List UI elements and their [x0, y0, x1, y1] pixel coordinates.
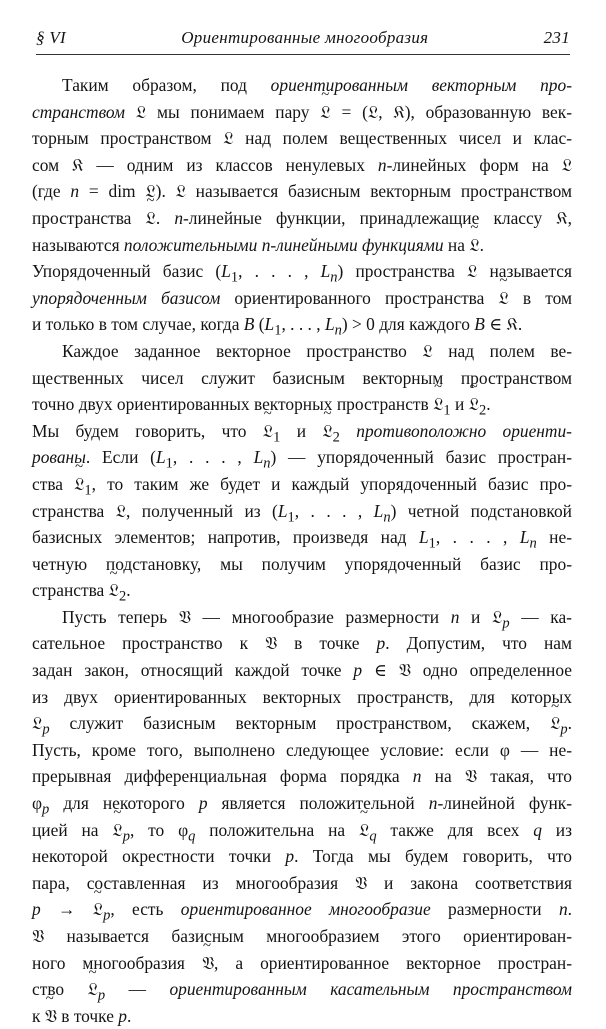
text-line: базисных элементов; напротив, произведя над $L_1$, . . . , $L_n$ не- [32, 527, 572, 552]
text-line: щественных чисел служит базисным векторным пространством [32, 367, 572, 388]
text-line: ства ~ 𝔏$_1$, то таким же будет и каждый упорядоченный базис про- [32, 471, 572, 498]
text-line: Упорядоченный базис ($L_1$, . . . , $L_n$) пространства 𝔏 называется [32, 261, 573, 286]
text-line: называются положительными n-линейными функциями на ~ 𝔏. [32, 232, 572, 259]
text-line: пространства ~ 𝔏. n-линейные функции, принадлежащие классу 𝔎, [32, 205, 572, 232]
body-text [32, 72, 572, 1029]
section-number: § VI [36, 28, 66, 47]
text-line: упорядоченным базисом ориентированного пространства ~ 𝔏 в том [32, 285, 572, 312]
text-line: из двух ориентированных векторных пространств, для которых [32, 686, 572, 707]
text-line: задан закон, относящий каждой точке p ∈ 𝔙 одно определенное [32, 660, 572, 681]
text-line: Каждое заданное векторное пространство 𝔏 над полем ве- [62, 340, 572, 361]
text-line: 𝔏$_p$ служит базисным векторным пространством, скажем, ~ 𝔏$_p$. [32, 710, 572, 737]
text-line: странства 𝔏, полученный из ($L_1$, . . . , $L_n$) четной подстановкой [32, 500, 572, 525]
text-line: сательное пространство к 𝔙 в точке p. Допустим, что нам [32, 633, 572, 654]
text-line: Пусть теперь 𝔙 — многообразие размерности n и 𝔏$_p$ — ка- [62, 606, 572, 632]
page-number: 231 [543, 28, 570, 47]
running-title: Ориентированные многообразия [181, 28, 429, 47]
running-header [36, 28, 570, 48]
text-line: точно двух ориентированных векторных пространств ~ 𝔏$_1$ и ~ 𝔏$_2$. [32, 391, 572, 418]
text-line: цией на ~ 𝔏$_p$, то $\varphi_q$ положительна на ~ 𝔏$_q$ также для всех q из [32, 817, 572, 844]
text-line: p → ~ 𝔏$_p$, есть ориентированное многообразие размерности n. [32, 896, 572, 923]
text-line: некоторой окрестности точки p. Тогда мы будем говорить, что [32, 846, 572, 867]
text-line: пара, составленная из многообразия 𝔙 и закона соответствия [32, 872, 572, 893]
text-line: и только в том случае, когда B ($L_1$, . . . , $L_n) > 0$ для каждого B ∈ 𝔎. [32, 314, 523, 339]
text-line: прерывная дифференциальная форма порядка n на 𝔙 такая, что [32, 766, 572, 787]
text-line: ного многообразия ~ 𝔙, а ориентированное векторное простран- [32, 950, 572, 977]
text-line: к ~ 𝔙 в точке p. [32, 1003, 572, 1029]
text-line: Мы будем говорить, что ~ 𝔏$_1$ и ~ 𝔏$_2$ противоположно ориенти- [32, 418, 572, 445]
text-line: четную подстановку, мы получим упорядоченный базис про- [32, 553, 572, 574]
text-line: Таким образом, под ориентированным векторным про- [62, 75, 572, 95]
text-line: 𝔙 называется базисным многообразием этого ориентирован- [32, 926, 572, 946]
text-line: (где n = dim 𝔏). 𝔏 называется базисным векторным пространством [32, 181, 572, 202]
header-rule [36, 54, 570, 55]
text-line: торным пространством 𝔏 над полем вещественных чисел и клас- [32, 128, 572, 149]
text-line: $\varphi_p$ для некоторого p является положительной n-линейной функ- [32, 793, 573, 818]
text-line: сом 𝔎 — одним из классов ненулевых n-линейных форм на 𝔏 [32, 154, 573, 175]
text-line: Пусть, кроме того, выполнено следующее условие: если φ — не- [32, 739, 572, 760]
text-line: странства ~ 𝔏$_2$. [32, 577, 572, 604]
text-line: странством 𝔏 мы понимаем пару ~ 𝔏 = (𝔏, 𝔎), образованную век- [32, 99, 572, 126]
text-line: ство ~ 𝔏$_p$ — ориентированным касательным пространством [32, 976, 572, 1003]
text-line: рованы. Если ($L_1$, . . . , $L_n$) — упорядоченный базис простран- [32, 447, 572, 472]
